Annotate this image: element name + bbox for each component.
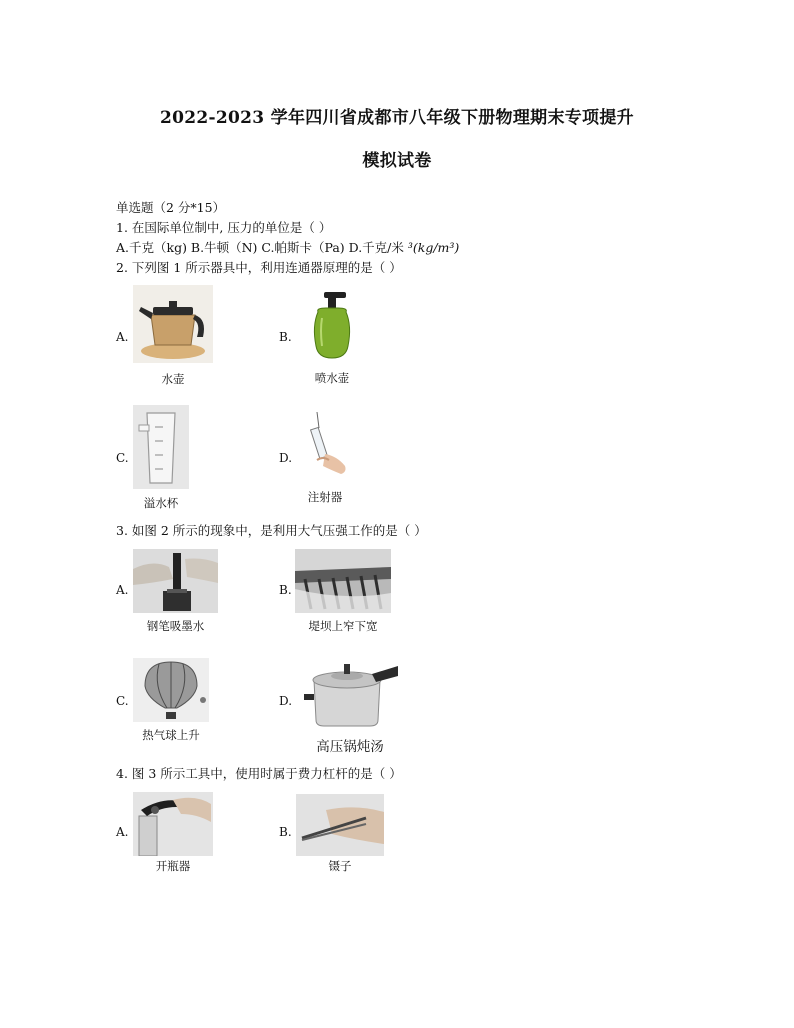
q2-caption-a: 水壶	[161, 372, 185, 386]
q3-caption-b: 堤坝上窄下宽	[308, 619, 378, 633]
q2-caption-c: 溢水杯	[143, 496, 179, 510]
q2-caption-b: 喷水壶	[314, 371, 350, 385]
q4-option-b-letter: B.	[279, 825, 292, 839]
q2-option-b-letter: B.	[279, 330, 292, 344]
question-1-unit-math: ³(kg/m³)	[407, 240, 460, 255]
question-1-stem: 1. 在国际单位制中, 压力的单位是（ ）	[116, 220, 332, 235]
section-heading: 单选题（2 分*15）	[116, 200, 226, 215]
spray-bottle-image	[306, 290, 358, 362]
question-1-options-text: A.千克（kg) B.牛顿（N) C.帕斯卡（Pa) D.千克/米	[116, 240, 404, 255]
q3-caption-d: 高压锅炖汤	[316, 739, 384, 755]
exam-title-line2: 模拟试卷	[362, 151, 432, 171]
overflow-cup-image	[133, 405, 189, 489]
q2-option-c-letter: C.	[116, 451, 129, 465]
dam-image	[295, 549, 391, 613]
q3-option-d-letter: D.	[279, 694, 293, 708]
tweezers-image	[296, 794, 384, 856]
exam-title-line1: 2022-2023 学年四川省成都市八年级下册物理期末专项提升	[160, 108, 634, 128]
q2-option-a-letter: A.	[116, 330, 129, 344]
q4-caption-b: 镊子	[328, 859, 352, 873]
q3-option-a-letter: A.	[116, 583, 129, 597]
q3-option-c-letter: C.	[116, 694, 129, 708]
bottle-opener-image	[133, 792, 213, 856]
q3-caption-a: 钢笔吸墨水	[146, 619, 205, 633]
q2-caption-d: 注射器	[307, 490, 343, 504]
hot-air-balloon-image	[133, 658, 209, 722]
fountain-pen-ink-image	[133, 549, 218, 613]
question-3-stem: 3. 如图 2 所示的现象中，是利用大气压强工作的是（ ）	[116, 523, 427, 538]
question-1-options	[116, 238, 459, 256]
question-4-stem: 4. 图 3 所示工具中，使用时属于费力杠杆的是（ ）	[116, 766, 402, 781]
q2-option-d-letter: D.	[279, 451, 293, 465]
question-2-stem: 2. 下列图 1 所示器具中，利用连通器原理的是（ ）	[116, 260, 402, 275]
q4-option-a-letter: A.	[116, 825, 129, 839]
q3-caption-c: 热气球上升	[142, 728, 200, 742]
q3-option-b-letter: B.	[279, 583, 292, 597]
pressure-cooker-image	[300, 654, 400, 730]
syringe-image	[297, 410, 353, 482]
kettle-image	[133, 285, 213, 363]
q4-caption-a: 开瓶器	[155, 859, 191, 873]
